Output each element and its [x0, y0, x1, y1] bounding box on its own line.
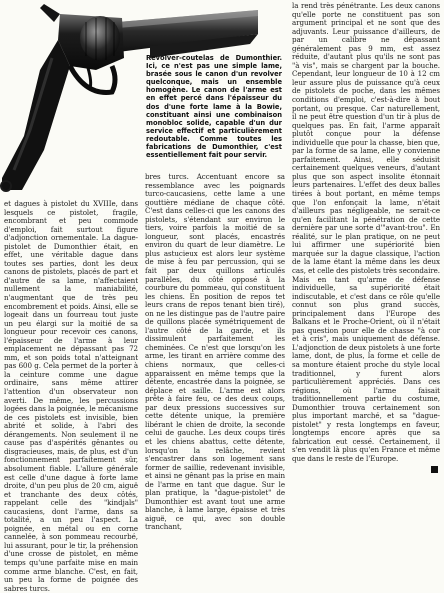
text-column-middle	[145, 172, 285, 532]
text-column-left	[4, 199, 138, 593]
body-text: bres turcs. Accentuant encore sa ressemblance avec les poignards turco-caucasiens, cette lame a une gouttière médiane de chaque côté. C'est dans celles-ci que les canons des pistolets, s'étendant sur environ le tiers, voire parfois la moitié de sa longueur, sont placés, encastrés environ du quart de leur diamètre. Le plus astucieux est alors leur système de mise à feu par percussion, qui se fait par deux quillons articulés parallèles, du côté opposé à la courbure du pommeau, qui constituent les chiens. En position de repos tet leurs crans de repos tenant bien tiré), on ne les distingue pas de l'autre paire de quillons placée symétriquement de l'autre côté de la garde, et ils dissimulent parfaitement les cheminées. Ce n'est que lorsqu'on les arme, les tirant en arrière comme des chiens normaux, que celles-ci apparaissent en même temps que la détente, encastrée dans la poignée, se déplace et saille. L'arme est alors prête à faire feu, ce des deux coups, par deux pressions successives sur cette détente unique, la première libérant le chien de droite, la seconde celui de gauche. Les deux coups tirés et les chiens abattus, cette détente, lorsqu'on la relâche, revient s'encastrer dans son logement sans former de saillie, redevenant invisible, et ainsi ne gênant pas la prise en main de l'arme en tant que dague. Sur le plan pratique, la "dague-pistolet" de Dumonthier est avant tout une arme blanche, à lame large, épaisse et très aiguë, ce qui, avec son double tranchant,	[145, 172, 285, 532]
figure-caption: Revolver-coutelas de Dumonthier. Ici, ce n'est pas une simple lame, brasée sous le canon d'un revolver quelconque, mais un ensemble homogène. Le canon de l'arme est en effet percé dans l'épaisseur du dos d'une forte lame à la Bowie, constituant ainsi une combinaison monobloc solide, capable d'un dur service effectif et particulièrement redoutable. Comme toutes les fabrications de Dumonthier, c'est essentiellement fait pour servir.	[146, 54, 282, 160]
body-text: la rend très pénétrante. Les deux canons qu'elle porte ne constituent pas son argument principal et ne sont que des adjuvants. Leur puissance d'ailleurs, de par un calibre ne dépassant généralement pas 9 mm, est assez réduite, d'autant plus qu'ils ne sont pas "à vis", mais se chargent par la bouche. Cependant, leur longueur de 10 à 12 cm leur assure plus de puissance qu'à ceux de pistolets de poche, dans les mêmes conditions d'emploi, c'est-à-dire à bout portant, ou presque. Car naturellement, il ne peut être question d'un tir à plus de quelques pas. En fait, l'arme apparaît plutôt conçue pour la défense individuelle que pour la chasse, bien que, par la forme de sa lame, elle y convienne parfaitement. Ainsi, elle séduisit certainement quelques veneurs, d'autant plus que son aspect insolite étonnait leurs partenaires. L'effet des deux balles tirées à bout portant, en même temps que l'on enfonçait la lame, n'était d'ailleurs pas négligeable, ne serait-ce qu'en facilitant la pénétration de cette dernière par une sorte d'"avant-trou". En réalité, sur le plan pratique, on ne peut lui affirmer une supériorité bien marquée sur la dague classique, l'action de la lame étant la même dans les deux cas, et celle des pistolets très secondaire. Mais en tant qu'arme de défense individuelle, sa supériorité était indiscutable, et c'est dans ce rôle qu'elle connut son plus grand succès, principalement dans l'Europe des Balkans et le Proche-Orient, où il n'était pas question pour elle de chasse "à cor et à cris", mais uniquement de défense. L'adjonction de deux pistolets à une forte lame, dont, de plus, la forme et celle de sa monture étaient proche du style local traditionnel, y furent alors particulièrement appréciés. Dans ces régions, où l'arme faisait traditionnellement partie du costume, Dumonthier trouva certainement son plus important marché, et sa "dague-pistolet" y resta longtemps en faveur, longtemps encore après que sa fabrication eut cessé. Certainement, il s'en vendit là plus qu'en France et même que dans le reste de l'Europe.	[292, 1, 440, 463]
body-text: et dagues à pistolet du XVIIIe, dans lesquels ce pistolet, fragile, encombrant et peu commode d'emploi, fait surtout figure d'adjonction ornementale. La dague-pistolet de Dumonthier était, en effet, une véritable dague dans toutes ses parties, dont les deux canons de pistolets, placés de part et d'autre de sa lame, n'affectaient nullement la maniabilité, n'augmentant que de très peu encombrement et poids. Ainsi, elle se logeait dans un fourreau tout juste un peu élargi sur la moitié de sa longueur pour recevoir ces canons, l'épaisseur de l'arme à leur emplacement ne dépassant pas 72 mm, et son poids total n'atteignant pas 600 g. Cela permet de la porter à la ceinture comme une dague ordinaire, sans même attirer l'attention d'un observateur non averti. De même, les percussions logées dans la poignée, le mécanisme de ces pistolets est invisible, bien abrité et solide, à l'abri des dérangements. Non seulement il ne cause pas d'aspérités gênantes ou disgracieuses, mais, de plus, est d'un fonctionnement parfaitement sûr, absolument fiable. L'allure générale est celle d'une dague à forte lame droite, d'un peu plus de 20 cm, aiguë et tranchante des deux côtés, rappelant celle des "kindjals" caucasiens, dont l'arme, dans sa totalité, a un peu l'aspect. La poignée, en métal ou en corne cannelée, à son pommeau recourbé, lui assurant, pour le tir, la préhension d'une crosse de pistolet, en même temps qu'une parfaite mise en main comme arme blanche. C'est, en fait, un peu la forme de poignée des sabres turcs.	[4, 199, 138, 593]
end-of-article-mark	[431, 466, 438, 473]
text-column-right	[292, 2, 440, 476]
